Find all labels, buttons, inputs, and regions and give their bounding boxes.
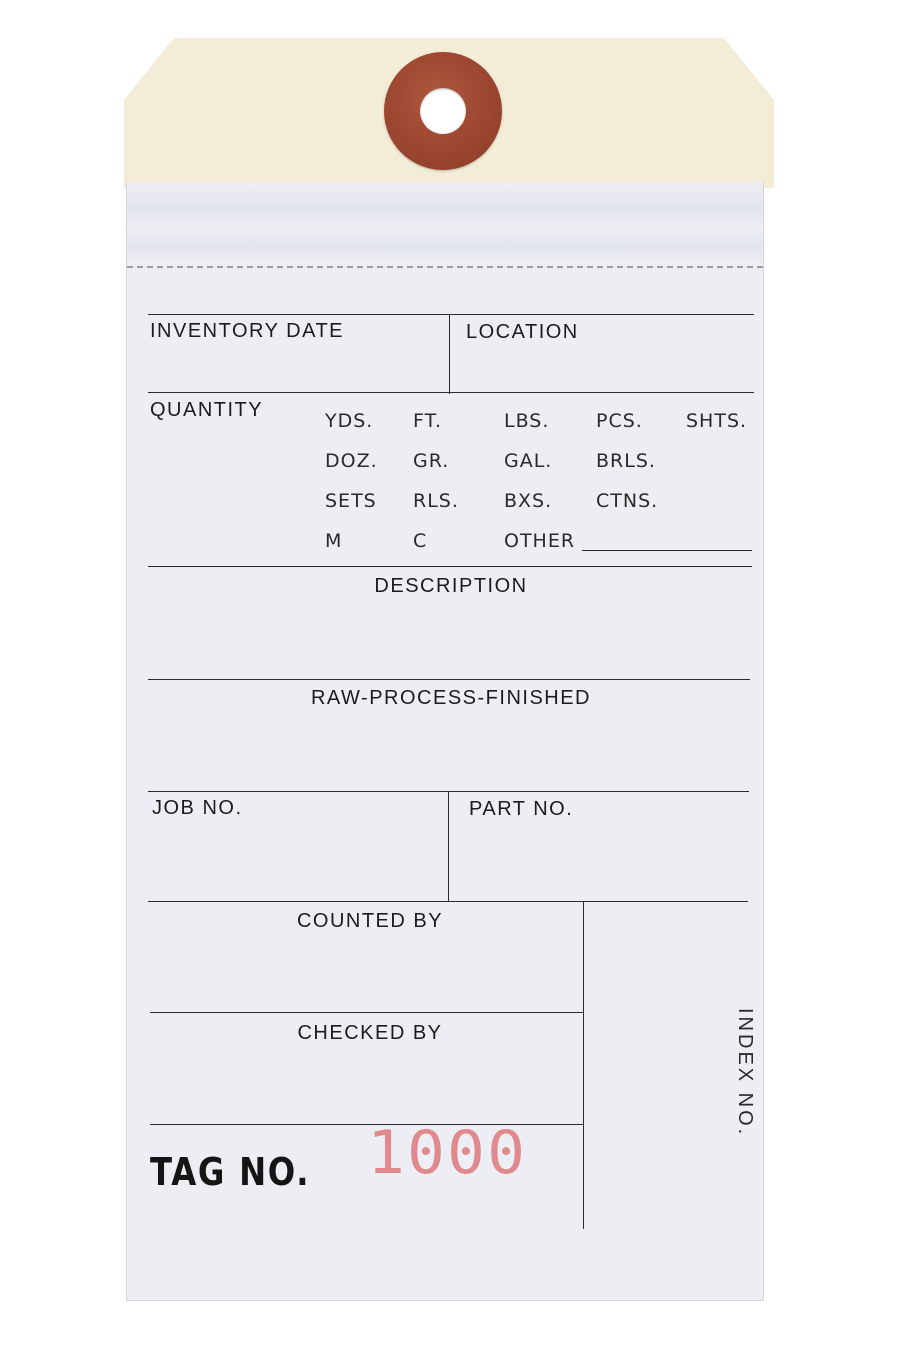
- raw-process-finished-label: RAW-PROCESS-FINISHED: [310, 687, 592, 709]
- unit-brls: BRLS.: [596, 450, 656, 472]
- rule-raw-process-top: [148, 679, 750, 680]
- inventory-date-label: INVENTORY DATE: [150, 320, 345, 342]
- job-no-label: JOB NO.: [152, 797, 243, 819]
- unit-rls: RLS.: [413, 490, 459, 512]
- unit-m: M: [325, 530, 343, 552]
- rule-counted-top: [148, 901, 748, 902]
- perforation-line: [127, 266, 763, 268]
- rule-other-line: [582, 550, 752, 551]
- checked-by-label: CHECKED BY: [297, 1022, 443, 1044]
- index-no-label: INDEX NO.: [734, 1008, 756, 1138]
- unit-ft: FT.: [413, 410, 442, 432]
- unit-gal: GAL.: [504, 450, 553, 472]
- rule-quantity-top: [148, 392, 754, 393]
- unit-yds: YDS.: [325, 410, 374, 432]
- unit-c: C: [413, 530, 428, 552]
- location-label: LOCATION: [466, 321, 579, 343]
- tag-number: 1000: [367, 1118, 528, 1188]
- tag-stub-strip: [127, 182, 763, 268]
- unit-other: OTHER: [504, 530, 576, 552]
- tag-no-label: TAG NO.: [150, 1150, 311, 1194]
- unit-sets: SETS: [325, 490, 377, 512]
- rule-top: [148, 314, 754, 315]
- description-label: DESCRIPTION: [374, 575, 528, 597]
- rule-date-location-divider: [449, 314, 450, 394]
- quantity-label: QUANTITY: [150, 399, 264, 421]
- unit-bxs: BXS.: [504, 490, 553, 512]
- rule-description-top: [148, 566, 752, 567]
- rule-job-part-divider: [448, 791, 449, 902]
- part-no-label: PART NO.: [469, 798, 574, 820]
- rule-checked-top: [150, 1012, 583, 1013]
- rule-index-divider: [583, 901, 584, 1229]
- grommet-eyelet: [384, 52, 502, 170]
- unit-ctns: CTNS.: [596, 490, 659, 512]
- unit-pcs: PCS.: [596, 410, 643, 432]
- unit-gr: GR.: [413, 450, 450, 472]
- counted-by-label: COUNTED BY: [296, 910, 444, 932]
- unit-lbs: LBS.: [504, 410, 550, 432]
- unit-doz: DOZ.: [325, 450, 378, 472]
- grommet-hole: [420, 88, 466, 134]
- unit-shts: SHTS.: [686, 410, 748, 432]
